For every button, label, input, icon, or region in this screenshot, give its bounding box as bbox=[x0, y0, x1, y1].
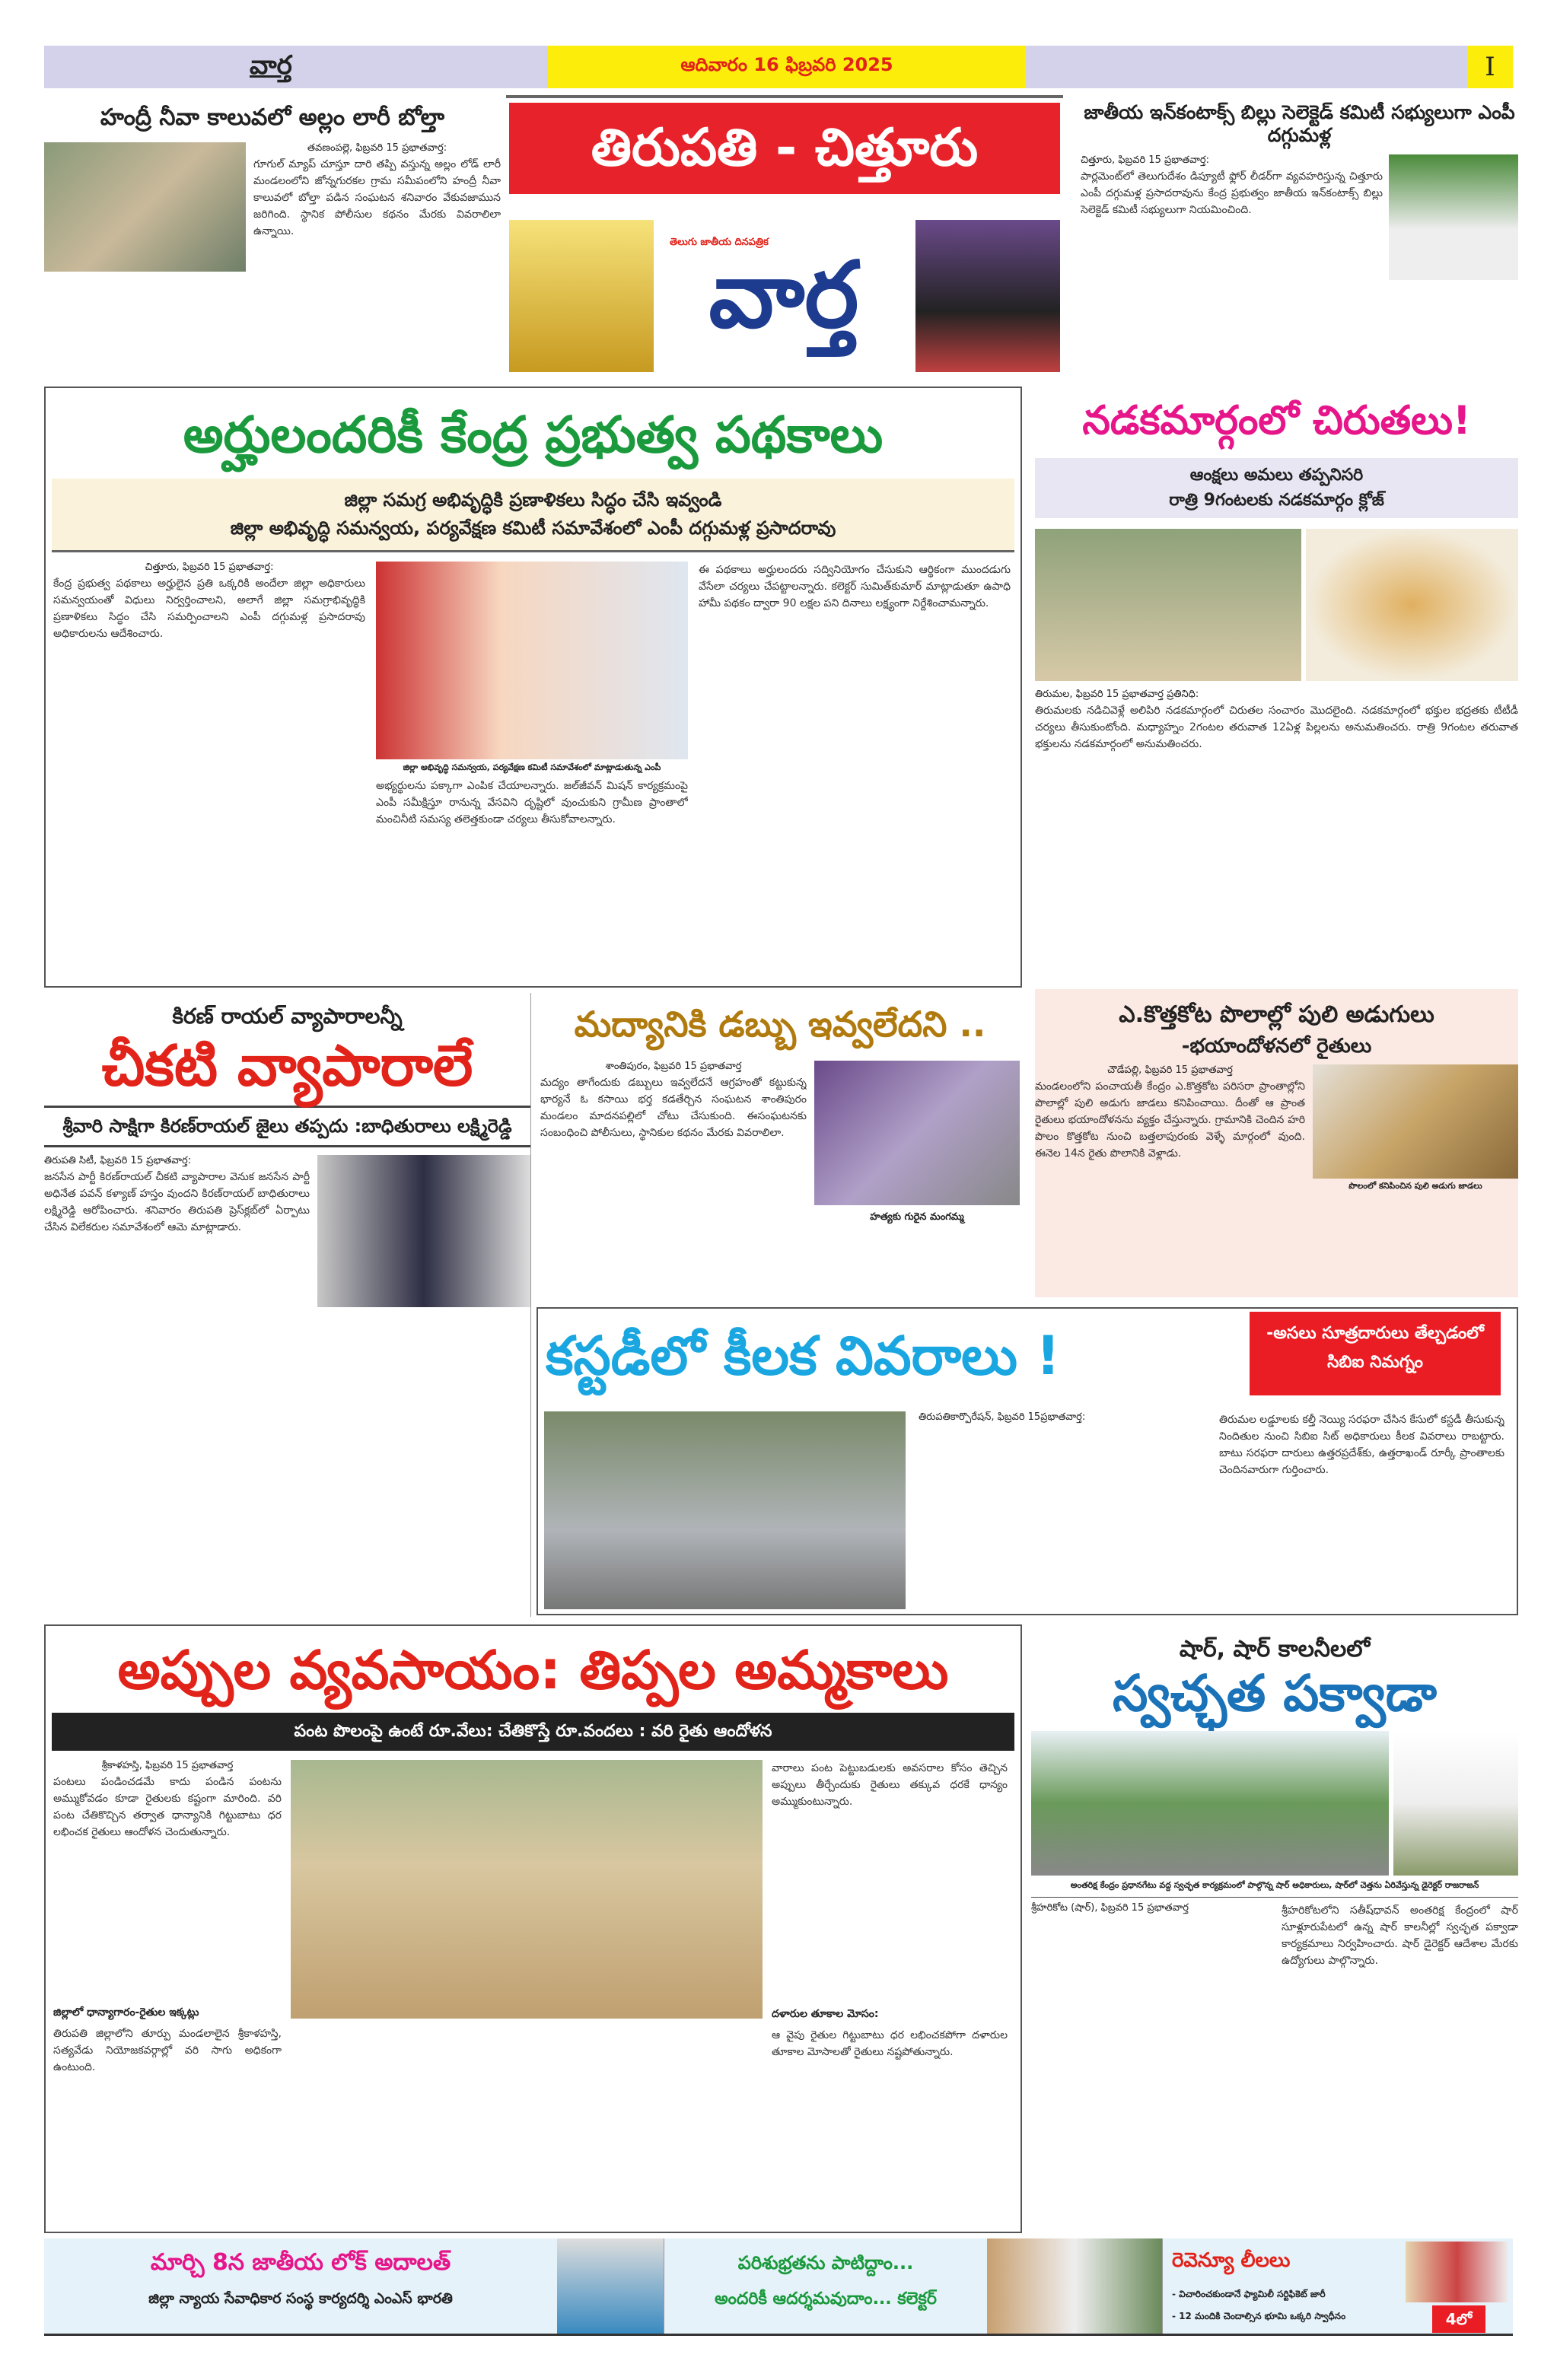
dateline: చిత్తూరు, ఫిబ్రవరి 15 ప్రభాతవార్త: bbox=[1081, 154, 1209, 166]
story-tiger bbox=[1035, 989, 1518, 1297]
highlight-line-2: సిబిఐ నిమగ్నం bbox=[1327, 1353, 1423, 1373]
article-body: శ్రీహరికోటలోని సతీష్‌ధావన్ అంతరిక్ష కేంద్రంలో షార్ సూళ్లూరుపేటలో ఉన్న షార్ కాలనీల్లో స్వచ్ఛత పక్వాడా కార్యక్రమాలు నిర్వహించారు. షార్ డైరెక్టర్ ఆదేశాల మేరకు ఉద్యోగులు పాల్గొన్నారు. bbox=[1282, 1904, 1518, 1968]
headline: చీకటి వ్యాపారాలే bbox=[101, 1032, 473, 1099]
meeting-photo bbox=[376, 562, 688, 759]
article-body: తిరుమలకు నడిచివెళ్లే అలిపిరి నడకమార్గంలో చిరుతల సంచారం మొదలైంది. నడకమార్గంలో భక్తుల భద్రతకు టీటీడీ చర్యలు తీసుకుంటోంది. మధ్యాహ్నం 2గంటల తరువాత 12ఏళ్ల పిల్లలను అనుమతించరు. రాత్రి 9గంటల తరువాత భక్తులను నడకమార్గంలో అనుమతించరు. bbox=[1035, 705, 1518, 751]
story-lorry bbox=[44, 95, 501, 377]
masthead-logo: వార్త bbox=[708, 243, 859, 348]
inner-subhead: జిల్లాలో ధాన్యాగారం-రైతుల ఇక్కట్లు bbox=[53, 2006, 199, 2019]
article-body: ఈ పథకాలు అర్హులందరు సద్వినియోగం చేసుకుని ఆర్థికంగా ముందడుగు వేసేలా చర్యలు చేపట్టాలన్నారు. కలెక్టర్ సుమిత్‌కుమార్ మాట్లాడుతూ ఉపాధి హామీ పథకం ద్వారా 90 లక్షల పని దినాలు లక్ష్యంగా నిర్దేశించామన్నారు. bbox=[699, 563, 1011, 609]
teaser-headline: పరిశుభ్రతను పాటిద్దాం... bbox=[737, 2252, 914, 2273]
headline: అర్హులందరికీ కేంద్ర ప్రభుత్వ పథకాలు bbox=[183, 406, 884, 464]
subhead-1: ఆంక్షలు అమలు తప్పనిసరి bbox=[1189, 466, 1364, 485]
article-body: గూగుల్ మ్యాప్ చూస్తూ దారి తప్పి వస్తున్న అల్లం లోడ్ లారీ మండలంలోని జోన్నగురకల గ్రామ సమీపంలోని హంద్రీ నీవా కాలువలో బోల్తా పడిన సంఘటన శనివారం వేకువజామున జరిగింది. స్థానిక పోలీసుల కథనం మేరకు వివరాలిలా ఉన్నాయి. bbox=[253, 158, 501, 237]
page-header bbox=[44, 46, 1513, 88]
inner-subhead: దళారుల తూకాల మోసం: bbox=[772, 2008, 879, 2021]
photo-caption: హత్యకు గురైన మంగమ్మ bbox=[870, 1211, 964, 1223]
teaser-headline: మార్చి 8న జాతీయ లోక్ అదాలత్ bbox=[150, 2249, 451, 2276]
article-body: కేంద్ర ప్రభుత్వ పథకాలు అర్హులైన ప్రతి ఒక్కరికి అందేలా జిల్లా అధికారులు సమన్వయంతో విధులు నిర్వర్తించాలని, అలాగే జిల్లా సమగ్రాభివృద్ధికి ప్రణాళికలు సిద్ధం చేసి సమర్పించాలని ఎంపీ దగ్గుమళ్ల ప్రసాదరావు అధికారులను ఆదేశించారు. bbox=[53, 577, 365, 640]
leopard-image bbox=[1306, 529, 1518, 681]
dateline: శ్రీకాళహస్తి, ఫిబ్రవరి 15 ప్రభాతవార్త bbox=[101, 1760, 234, 1772]
teaser-lok-adalat[interactable] bbox=[44, 2238, 664, 2334]
continued-page-badge: 4లో bbox=[1432, 2305, 1485, 2333]
dateline: తిరుపతి సిటీ, ఫిబ్రవరి 15 ప్రభాతవార్త: bbox=[44, 1155, 192, 1167]
story-swachhata bbox=[1031, 1636, 1518, 2233]
victim-photo bbox=[814, 1061, 1020, 1205]
highlight-line-1: -అసలు సూత్రదారులు తేల్చడంలో bbox=[1266, 1324, 1484, 1343]
footer-teasers bbox=[44, 2238, 1513, 2336]
article-body: ఆ వైపు రైతుల గిట్టుబాటు ధర లభించకపోగా దళారుల తూకాల మోసాలతో రైతులు నష్టపోతున్నారు. bbox=[772, 2029, 1008, 2059]
photo-caption: పొలంలో కనిపించిన పులి అడుగు జాడలు bbox=[1348, 1181, 1482, 1192]
kicker: కిరణ్ రాయల్ వ్యాపారాలన్నీ bbox=[172, 1004, 403, 1029]
teaser-bullet: - విచారించకుండానే ఫ్యామిలీ సర్టిఫికెట్ జారీ bbox=[1172, 2289, 1326, 2299]
subhead-2: జిల్లా అభివృద్ధి సమన్వయ, పర్యవేక్షణ కమిటీ సమావేశంలో ఎంపీ దగ్గుమళ్ల ప్రసాదరావు bbox=[230, 517, 836, 539]
headline: నడకమార్గంలో చిరుతలు! bbox=[1082, 398, 1471, 444]
mp-photo bbox=[1389, 154, 1518, 280]
teaser-sub: అందరికీ ఆదర్శమవుదాం... కలెక్టర్ bbox=[715, 2289, 937, 2308]
dateline: తవణంపల్లె, ఫిబ్రవరి 15 ప్రభాతవార్త: bbox=[307, 142, 447, 154]
story-custody bbox=[537, 1307, 1518, 1615]
teaser-revenue[interactable] bbox=[1163, 2238, 1513, 2334]
headline: అప్పుల వ్యవసాయం: తిప్పల అమ్మకాలు bbox=[117, 1639, 949, 1701]
highlight-box bbox=[1250, 1312, 1501, 1395]
dateline: శాంతిపురం, ఫిబ్రవరి 15 ప్రభాతవార్త bbox=[605, 1061, 742, 1073]
header-date: ఆదివారం 16 ఫిబ్రవరి 2025 bbox=[548, 46, 1026, 88]
kicker: షార్, షార్ కాలనీలలో bbox=[1179, 1636, 1371, 1662]
region-banner: తిరుపతి - చిత్తూరు bbox=[509, 103, 1060, 194]
article-body: మద్యం తాగేందుకు డబ్బులు ఇవ్వలేదనే ఆగ్రహంతో కట్టుకున్న భార్యనే ఓ కసాయి భర్త కడతేర్చిన సంఘటన శాంతిపురం మండలం మాదనపల్లిలో చోటు చేసుకుంది. ఈసంఘటనకు సంబంధించి పోలీసులు, స్థానికుల కథనం మేరకు వివరాలిలా. bbox=[540, 1077, 807, 1140]
photo-caption: జిల్లా అభివృద్ధి సమన్వయ, పర్యవేక్షణ కమిటీ సమావేశంలో మాట్లాడుతున్న ఎంపీ bbox=[403, 762, 661, 772]
tagline: తెలుగు జాతీయ దినపత్రిక bbox=[670, 237, 769, 248]
subhead-2: రాత్రి 9గంటలకు నడకమార్గం క్లోజ్ bbox=[1169, 490, 1384, 510]
official-photo bbox=[557, 2238, 664, 2334]
article-body: జనసేన పార్టీ కిరణ్‌రాయల్ చీకటి వ్యాపారాల వెనుక జనసేన పార్టీ అధినేత పవన్ కళ్యాణ్ హస్తం వుందని కిరణ్‌రాయల్ బాధితురాలు లక్ష్మిరెడ్డి ఆరోపించారు. శనివారం తిరుపతి ప్రెస్‌క్లబ్‌లో ఏర్పాటు చేసిన విలేకరుల సమావేశంలో ఆమె మాట్లాడారు. bbox=[44, 1171, 310, 1234]
revenue-photo bbox=[1406, 2242, 1508, 2302]
headline: స్వచ్ఛత పక్వాడా bbox=[1113, 1664, 1437, 1723]
photo-caption: అంతరిక్ష కేంద్రం ప్రధానగేటు వద్ద స్వచ్ఛత కార్యక్రమంలో పాల్గొన్న షార్ అధికారులు, షార్‌లో చెత్తను ఏరివేస్తున్న డైరెక్టర్ రాజరాజన్ bbox=[1031, 1880, 1518, 1898]
article-body: పార్లమెంట్‌లో తెలుగుదేశం డిప్యూటీ ఫ్లోర్ లీడర్‌గా వ్యవహరిస్తున్న చిత్తూరు ఎంపీ దగ్గుమళ్ల ప్రసాదరావును కేంద్ర ప్రభుత్వం జాతీయ ఇన్‌కంటాక్స్ బిల్లు సెలెక్టెడ్ కమిటీ సభ్యులుగా నియమించింది. bbox=[1081, 170, 1383, 216]
subhead-box bbox=[52, 479, 1014, 552]
page-number: I bbox=[1467, 46, 1513, 88]
article-body: తిరుపతి జిల్లాలోని తూర్పు మండలాలైన శ్రీకాళహస్తి, సత్యవేడు నియోజకవర్గాల్లో వరి సాగు అధికంగా ఉంటుంది. bbox=[53, 2028, 282, 2074]
lead-story bbox=[44, 387, 1022, 988]
headline: ఎ.కొత్తకోట పొలాల్లో పులి అడుగులు bbox=[1119, 1001, 1434, 1028]
header-logo: వార్త bbox=[250, 50, 292, 81]
headline: కస్టడీలో కీలక వివరాలు ! bbox=[546, 1325, 1061, 1387]
teaser-headline: రెవెన్యూ లీలలు bbox=[1172, 2249, 1291, 2272]
headline: మద్యానికి డబ్బు ఇవ్వలేదని .. bbox=[574, 1004, 986, 1045]
dateline: శ్రీహరికోట (షార్), ఫిబ్రవరి 15 ప్రభాతవార్త bbox=[1031, 1902, 1189, 1914]
article-body: అభ్యర్థులను పక్కాగా ఎంపిక చేయాలన్నారు. జల్‌జీవన్ మిషన్ కార్యక్రమంపై ఎంపీ సమీక్షిస్తూ రానున్న వేసవిని దృష్టిలో వుంచుకుని గ్రామీణ ప్రాంతాలో మంచినీటి సమస్య తలెత్తకుండా చర్యలు తీసుకోవాలన్నారు. bbox=[376, 779, 688, 826]
dateline: తిరుమల, ఫిబ్రవరి 15 ప్రభాతవార్త ప్రతినిధి: bbox=[1035, 689, 1199, 701]
paddy-sacks-photo bbox=[291, 1760, 763, 2019]
masthead bbox=[506, 95, 1063, 377]
headline: హంద్రీ నీవా కాలువలో అల్లం లారీ బోల్తా bbox=[100, 104, 445, 131]
dateline: చౌడేపల్లి, ఫిబ్రవరి 15 ప్రభాతవార్త bbox=[1107, 1064, 1233, 1077]
temple-image bbox=[509, 220, 654, 372]
story-leopard bbox=[1035, 387, 1518, 988]
story-murder bbox=[540, 993, 1020, 1297]
walkway-photo bbox=[1035, 529, 1301, 681]
story-mp bbox=[1081, 95, 1518, 377]
article-body: మండలంలోని పంచాయతీ కేంద్రం ఎ.కొత్తకోట పరిసరా ప్రాంతాల్లోని పొలాల్లో పులి అడుగు జాడలు కనిపించాయి. దీంతో ఆ ప్రాంత రైతులు భయాందోళనను వ్యక్తం చేస్తున్నారు. గ్రామానికి చెందిన హరి పొలం కొత్తకోట నుంచి బత్తలాపురంకు వెళ్ళే మార్గంలో వుంది. ఈనెల 14న రైతు పొలానికి వెళ్లాడు. bbox=[1035, 1080, 1305, 1160]
subhead: శ్రీవారి సాక్షిగా కిరణ్‌రాయల్ జైలు తప్పదు :బాధితురాలు లక్ష్మిరెడ్డి bbox=[44, 1106, 530, 1147]
teaser-cleanliness[interactable] bbox=[664, 2238, 1163, 2334]
teaser-bullet: - 12 మందికి చెందాల్సిన భూమి ఒక్కరి స్వాధీనం bbox=[1172, 2311, 1346, 2321]
teaser-sub: జిల్లా న్యాయ సేవాధికార సంస్థ కార్యదర్శి ఎంఎస్ భారతి bbox=[148, 2290, 453, 2307]
story-farmers bbox=[44, 1624, 1022, 2233]
cars-photo bbox=[544, 1411, 906, 1609]
subhead-bar: పంట పొలంపై ఉంటే రూ.వేలు: చేతికొస్తే రూ.వందలు : వరి రైతు ఆందోళన bbox=[52, 1713, 1014, 1751]
pugmark-photo bbox=[1313, 1064, 1518, 1179]
lorry-photo bbox=[44, 142, 246, 272]
deity-image bbox=[915, 220, 1060, 372]
article-body: వారాలు పంట పెట్టుబడులకు అవసరాల కోసం తెచ్చిన అప్పులు తీర్చేందుకు రైతులు తక్కువ ధరకే ధాన్యం అమ్ముకుంటున్నారు. bbox=[772, 1762, 1008, 1809]
dateline: చిత్తూరు, ఫిబ్రవరి 15 ప్రభాతవార్త: bbox=[145, 561, 274, 573]
subhead-1: జిల్లా సమగ్ర అభివృద్ధికి ప్రణాళికలు సిద్ధం చేసి ఇవ్వండి bbox=[344, 489, 722, 511]
subhead-box bbox=[1035, 458, 1518, 518]
victim-photo bbox=[317, 1155, 530, 1307]
dateline: తిరుపతికార్పొరేషన్, ఫిబ్రవరి 15ప్రభాతవార్త: bbox=[919, 1411, 1086, 1423]
director-photo bbox=[1393, 1731, 1518, 1876]
article-body: తిరుమల లడ్డూలకు కల్తీ నెయ్యి సరఫరా చేసిన కేసులో కస్టడీ తీసుకున్న నిందితుల నుంచి సిబిఐ సిట్ అధికారులు కీలక వివరాలు రాబట్టారు. బాటు సరఫరా దారులు ఉత్తరప్రదేశ్‌కు, ఉత్తరాఖండ్ రూర్కీ ప్రాంతాలకు చెందినవారుగా గుర్తించారు. bbox=[1219, 1414, 1504, 1476]
article-body: పంటలు పండించడమే కాదు పండిన పంటను అమ్ముకోవడం కూడా రైతులకు కష్టంగా మారింది. వరి పంట చేతికొచ్చిన తర్వాత ధాన్యానికి గిట్టుబాటు ధర లభించక రైతులు ఆందోళన చెందుతున్నారు. bbox=[53, 1776, 282, 1839]
gate-photo bbox=[1031, 1731, 1389, 1876]
collector-photo bbox=[987, 2238, 1162, 2334]
subhead: -భయాందోళనలో రైతులు bbox=[1181, 1035, 1372, 1058]
story-kiran bbox=[44, 993, 531, 1617]
headline: జాతీయ ఇన్‌కంటాక్స్ బిల్లు సెలెక్టెడ్ కమిటీ సభ్యులుగా ఎంపీ దగ్గుమళ్ల bbox=[1084, 101, 1515, 146]
